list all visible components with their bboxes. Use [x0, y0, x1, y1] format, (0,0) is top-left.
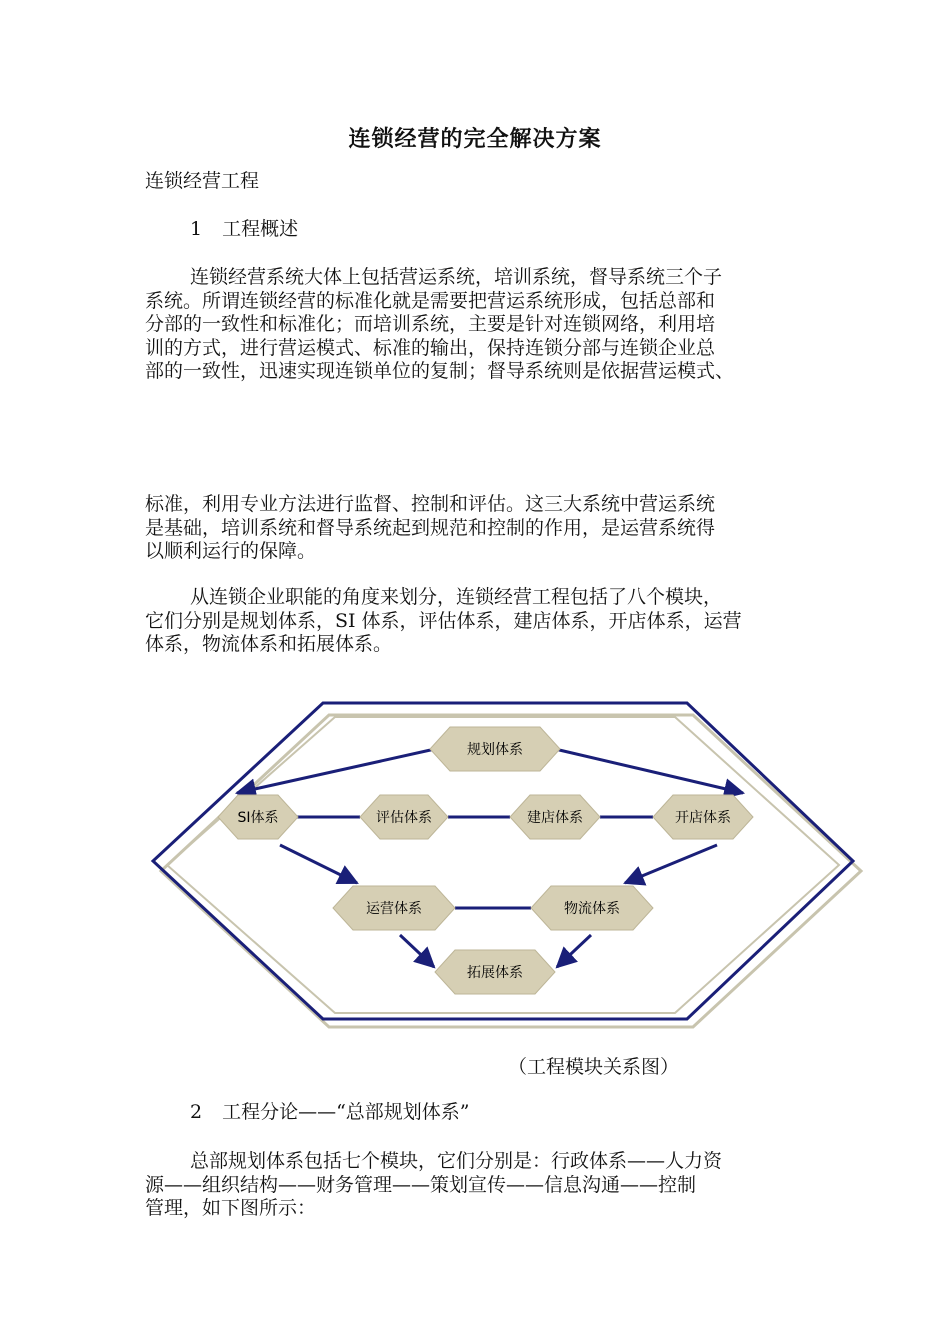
module-relationship-diagram	[145, 695, 865, 1035]
arrow-planning-to-open	[555, 749, 743, 793]
arrow-operation-to-expansion	[400, 935, 434, 967]
diagram-caption: （工程模块关系图）	[508, 1056, 680, 1078]
paragraph-2-line: 是基础，培训系统和督导系统起到规范和控制的作用，是运营系统得	[145, 516, 716, 539]
paragraph-1-line: 系统。所谓连锁经营的标准化就是需要把营运系统形成，包括总部和	[145, 289, 716, 312]
paragraph-1-line: 分部的一致性和标准化；而培训系统，主要是针对连锁网络，利用培	[145, 313, 716, 335]
paragraph-1-line: 部的一致性，迅速实现连锁单位的复制；督导系统则是依据营运模式、	[145, 360, 735, 382]
document-title: 连锁经营的完全解决方案	[348, 126, 602, 152]
section-heading: 连锁经营工程	[145, 170, 260, 192]
paragraph-4	[145, 1150, 722, 1221]
paragraph-3-line: 它们分别是规划体系，SI 体系，评估体系，建店体系，开店体系，运营	[145, 609, 742, 632]
node-si-label: SI体系	[237, 810, 279, 826]
node-si	[218, 795, 298, 839]
node-logistics	[531, 886, 653, 930]
paragraph-1	[145, 266, 734, 384]
node-open-label: 开店体系	[675, 810, 731, 826]
heading-1-text: 工程概述	[222, 218, 299, 240]
paragraph-3-line: 体系，物流体系和拓展体系。	[145, 633, 393, 655]
arrow-open-to-logistics	[625, 845, 717, 883]
heading-2-number: 2	[190, 1101, 203, 1123]
node-expansion-label: 拓展体系	[467, 965, 523, 981]
node-build-label: 建店体系	[527, 810, 583, 826]
node-operation-label: 运营体系	[366, 901, 422, 917]
node-build	[510, 795, 600, 839]
paragraph-4-line: 源——组织结构——财务管理——策划宣传——信息沟通——控制	[145, 1173, 697, 1196]
paragraph-2	[145, 493, 715, 564]
paragraph-1-line: 连锁经营系统大体上包括营运系统，培训系统，督导系统三个子	[190, 266, 723, 288]
paragraph-1-line: 训的方式，进行营运模式、标准的输出，保持连锁分部与连锁企业总	[145, 336, 716, 359]
node-expansion	[435, 950, 555, 994]
node-logistics-label: 物流体系	[564, 901, 620, 917]
heading-1	[190, 217, 298, 241]
arrow-logistics-to-expansion	[557, 935, 591, 967]
heading-2-text: 工程分论——“总部规划体系”	[222, 1101, 470, 1123]
node-open	[653, 795, 753, 839]
node-eval-label: 评估体系	[376, 810, 432, 826]
node-eval	[360, 795, 448, 839]
paragraph-4-line: 总部规划体系包括七个模块，它们分别是：行政体系——人力资	[190, 1150, 723, 1172]
paragraph-3	[145, 586, 742, 657]
arrow-si-to-operation	[280, 845, 357, 883]
heading-2	[190, 1100, 470, 1124]
node-operation	[333, 886, 455, 930]
node-planning	[430, 727, 560, 771]
node-planning-label: 规划体系	[467, 742, 523, 758]
paragraph-2-line: 标准，利用专业方法进行监督、控制和评估。这三大系统中营运系统	[145, 493, 716, 515]
paragraph-4-line: 管理，如下图所示：	[145, 1197, 317, 1219]
heading-1-number: 1	[190, 218, 203, 240]
paragraph-2-line: 以顺利运行的保障。	[145, 540, 317, 562]
paragraph-3-line: 从连锁企业职能的角度来划分，连锁经营工程包括了八个模块，	[190, 586, 723, 608]
